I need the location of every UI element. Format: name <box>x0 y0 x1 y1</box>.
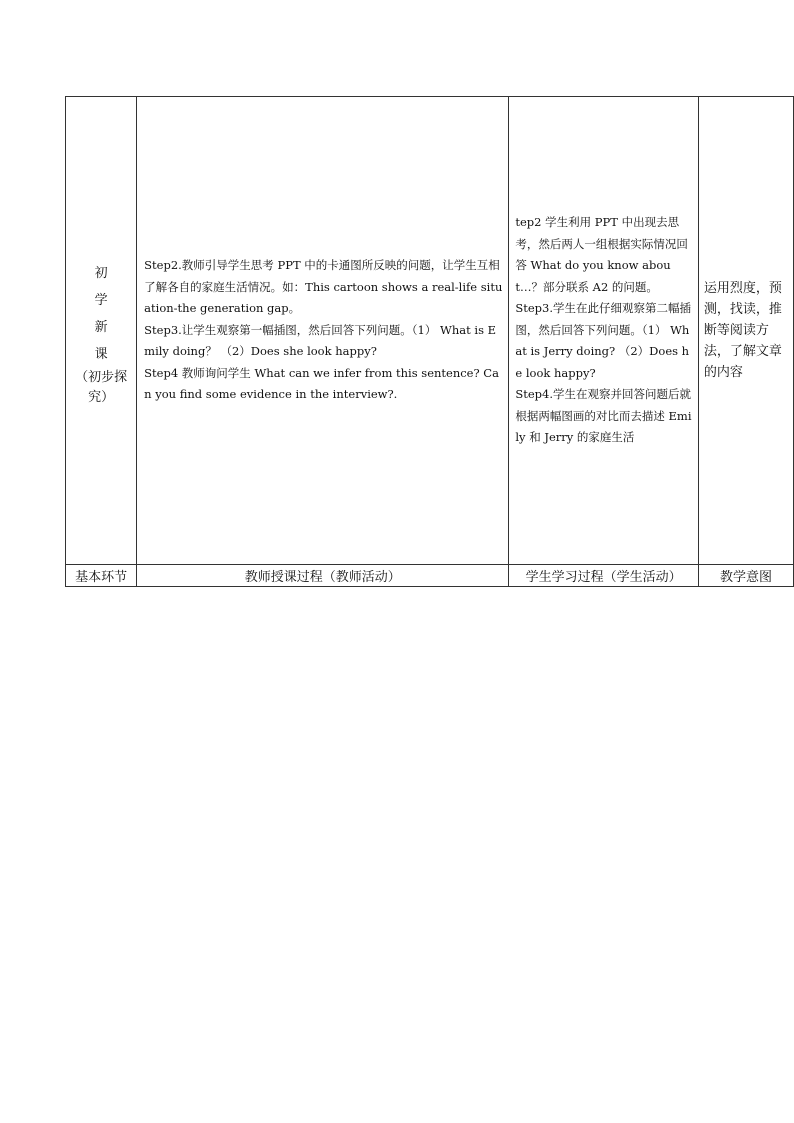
student-activity-cell <box>509 97 699 565</box>
student-step: Step3.学生在此仔细观察第二幅插图，然后回答下列问题。（1） What is Jerry doing? （2）Does he look happy? <box>515 301 692 380</box>
header-teaching-intent: 教学意图 <box>698 565 793 587</box>
teaching-intent-text: 运用烈度，预测，找读，推断等阅读方法，了解文章的内容 <box>703 281 782 380</box>
teacher-step: Step2.教师引导学生思考 PPT 中的卡通图所反映的问题，让学生互相了解各自的家庭生活情况。如：This cartoon shows a real-life situation-the generation gap。 <box>144 258 503 316</box>
lesson-plan-table <box>65 96 794 587</box>
header-teacher-activity: 教师授课过程（教师活动） <box>137 565 509 587</box>
lesson-row <box>66 97 794 565</box>
stage-cell <box>66 97 137 565</box>
student-step: tep2 学生利用 PPT 中出现去思考，然后两人一组根据实际情况回答 What do you know about…？部分联系 A2 的问题。 <box>515 215 688 294</box>
header-basic-stage: 基本环节 <box>66 565 137 587</box>
teaching-intent-cell <box>698 97 793 565</box>
teacher-step: Step4 教师询问学生 What can we infer from this sentence? Can you find some evidence in the interview?. <box>144 365 499 402</box>
stage-char: 新 <box>94 319 108 335</box>
teacher-step: Step3.让学生观察第一幅插图，然后回答下列问题。（1） What is Emily doing？ （2）Does she look happy? <box>144 322 497 359</box>
header-student-activity: 学生学习过程（学生活动） <box>509 565 699 587</box>
teacher-activity-cell <box>137 97 509 565</box>
header-row <box>66 565 794 587</box>
stage-char: 课 <box>94 346 108 362</box>
student-step: Step4.学生在观察并回答问题后就根据两幅图画的对比而去描述 Emily 和 Jerry 的家庭生活 <box>515 387 692 445</box>
stage-subtitle: （初步探究） <box>75 369 128 405</box>
stage-char: 初 <box>94 265 108 281</box>
stage-char: 学 <box>94 292 108 308</box>
